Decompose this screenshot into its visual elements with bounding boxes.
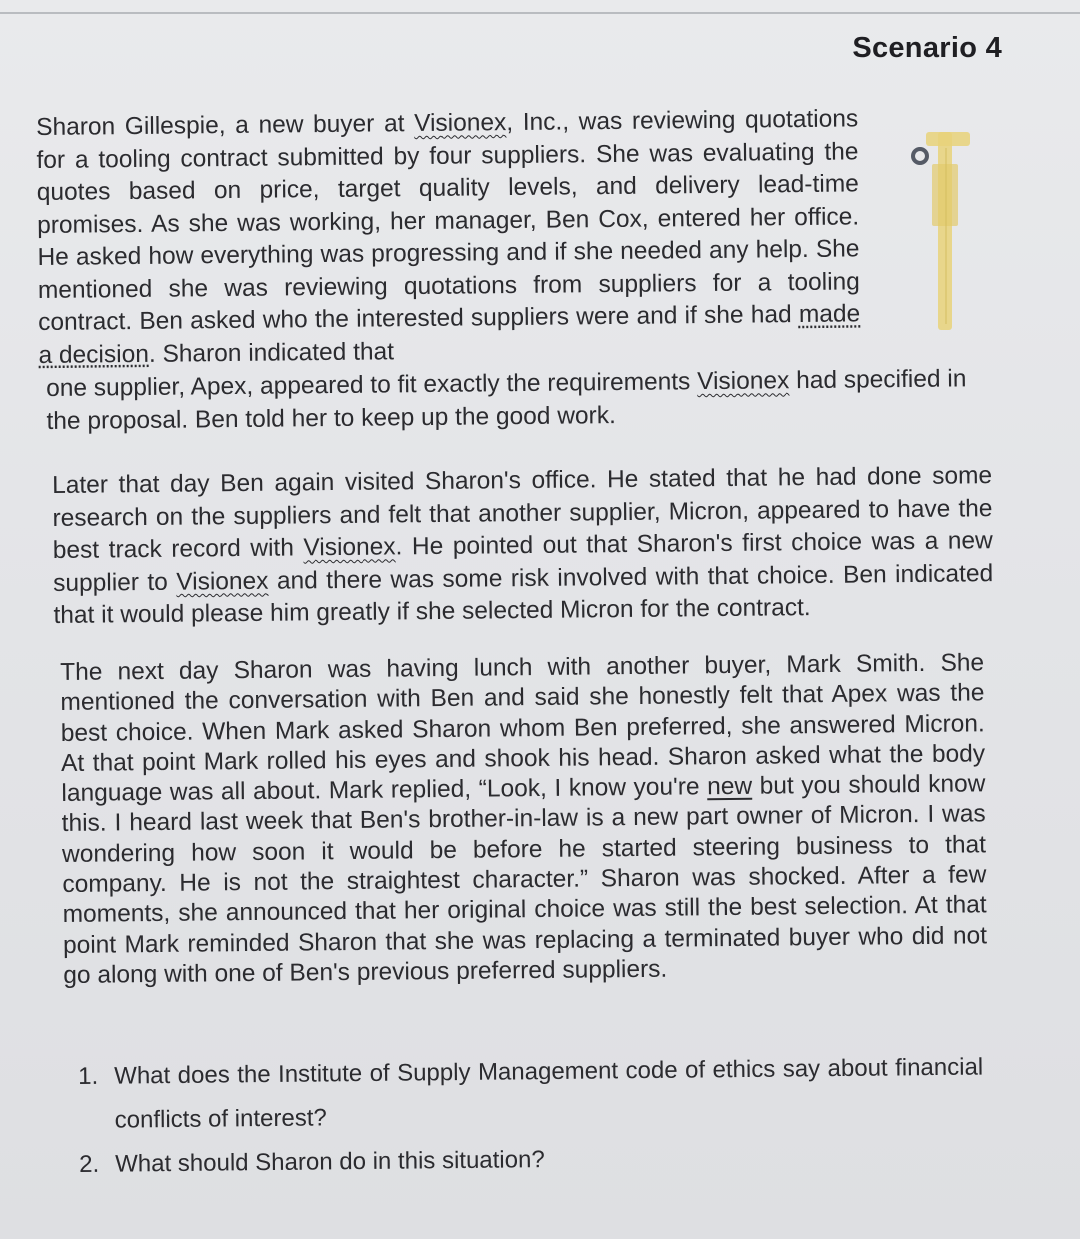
question-item xyxy=(78,1046,984,1143)
paragraph-text: but you should know this. I heard last week that Ben's brother-in-law is a new part owner of Micron. I was wondering how soon it would be before he started steering business to that company. He is not the straightest character.” Sharon was shocked. After a few moments, she announced that her original choice was still the best selection. At that point Mark reminded Sharon that she was replacing a terminated buyer who did not go along with one of Ben's previous preferred suppliers. xyxy=(61,770,988,989)
spellcheck-word: Visionex xyxy=(413,109,507,138)
paragraph-text: Sharon Gillespie, a new buyer at xyxy=(36,110,415,141)
scenario-paragraph-1 xyxy=(36,103,861,372)
paragraph-text: . Sharon indicated that xyxy=(148,337,395,368)
question-text: What does the Institute of Supply Management code of ethics say about financial conflicts of interest? xyxy=(114,1053,984,1134)
paragraph-text: and there was some risk involved with that choice. Ben indicated that it would please him greatly if she selected Micron for the contract. xyxy=(53,559,994,629)
spellcheck-word: Visionex xyxy=(176,567,269,596)
scenario-paragraph-2 xyxy=(52,460,994,632)
underlined-word: new xyxy=(706,772,753,801)
paragraph-text: . He pointed out that Sharon's first choice was a new supplier to xyxy=(53,527,993,597)
question-number: 1. xyxy=(78,1062,99,1090)
paragraph-text: The next day Sharon was having lunch with another buyer, Mark Smith. She mentioned the conversation with Ben and said she honestly felt that Apex was the best choice. When Mark asked Sharon whom Ben preferred, she answered Micron. At that point Mark rolled his eyes and shook his head. Sharon asked what the body language was all about. Mark replied, “Look, I know you're xyxy=(60,649,986,808)
paragraph-text: one supplier, Apex, appeared to fit exactly the requirements xyxy=(46,368,698,402)
question-text: What should Sharon do in this situation? xyxy=(115,1146,545,1178)
paragraph-text: , Inc., was reviewing quotations for a tooling contract submitted by four suppliers. She was evaluating the quotes based on price, target quality levels, and delivery lead-time promises. As she was working, her manager, Ben Cox, entered her office. He asked how everything was progressing and if she needed any help. She mentioned she was reviewing quotations from suppliers for a tooling contract. Ben asked who the interested suppliers were and if she had xyxy=(36,105,860,336)
paragraph-text: had specified in the proposal. Ben told her to keep up the good work. xyxy=(46,365,967,435)
grammar-flag-phrase: made a decision xyxy=(38,300,861,369)
page-top-rule xyxy=(0,12,1080,14)
question-number: 2. xyxy=(79,1150,100,1178)
paragraph-text: Later that day Ben again visited Sharon's office. He stated that he had done some research on the suppliers and felt that another supplier, Micron, appeared to have the best track record with xyxy=(52,462,993,564)
spellcheck-word: Visionex xyxy=(303,533,396,562)
page-title: Scenario 4 xyxy=(852,32,1002,64)
scenario-paragraph-3 xyxy=(60,648,987,991)
scenario-paragraph-1-continued xyxy=(46,363,997,438)
question-item xyxy=(79,1134,984,1187)
caliper-icon xyxy=(896,124,986,334)
discussion-questions xyxy=(78,1046,984,1187)
spellcheck-word: Visionex xyxy=(697,367,790,396)
